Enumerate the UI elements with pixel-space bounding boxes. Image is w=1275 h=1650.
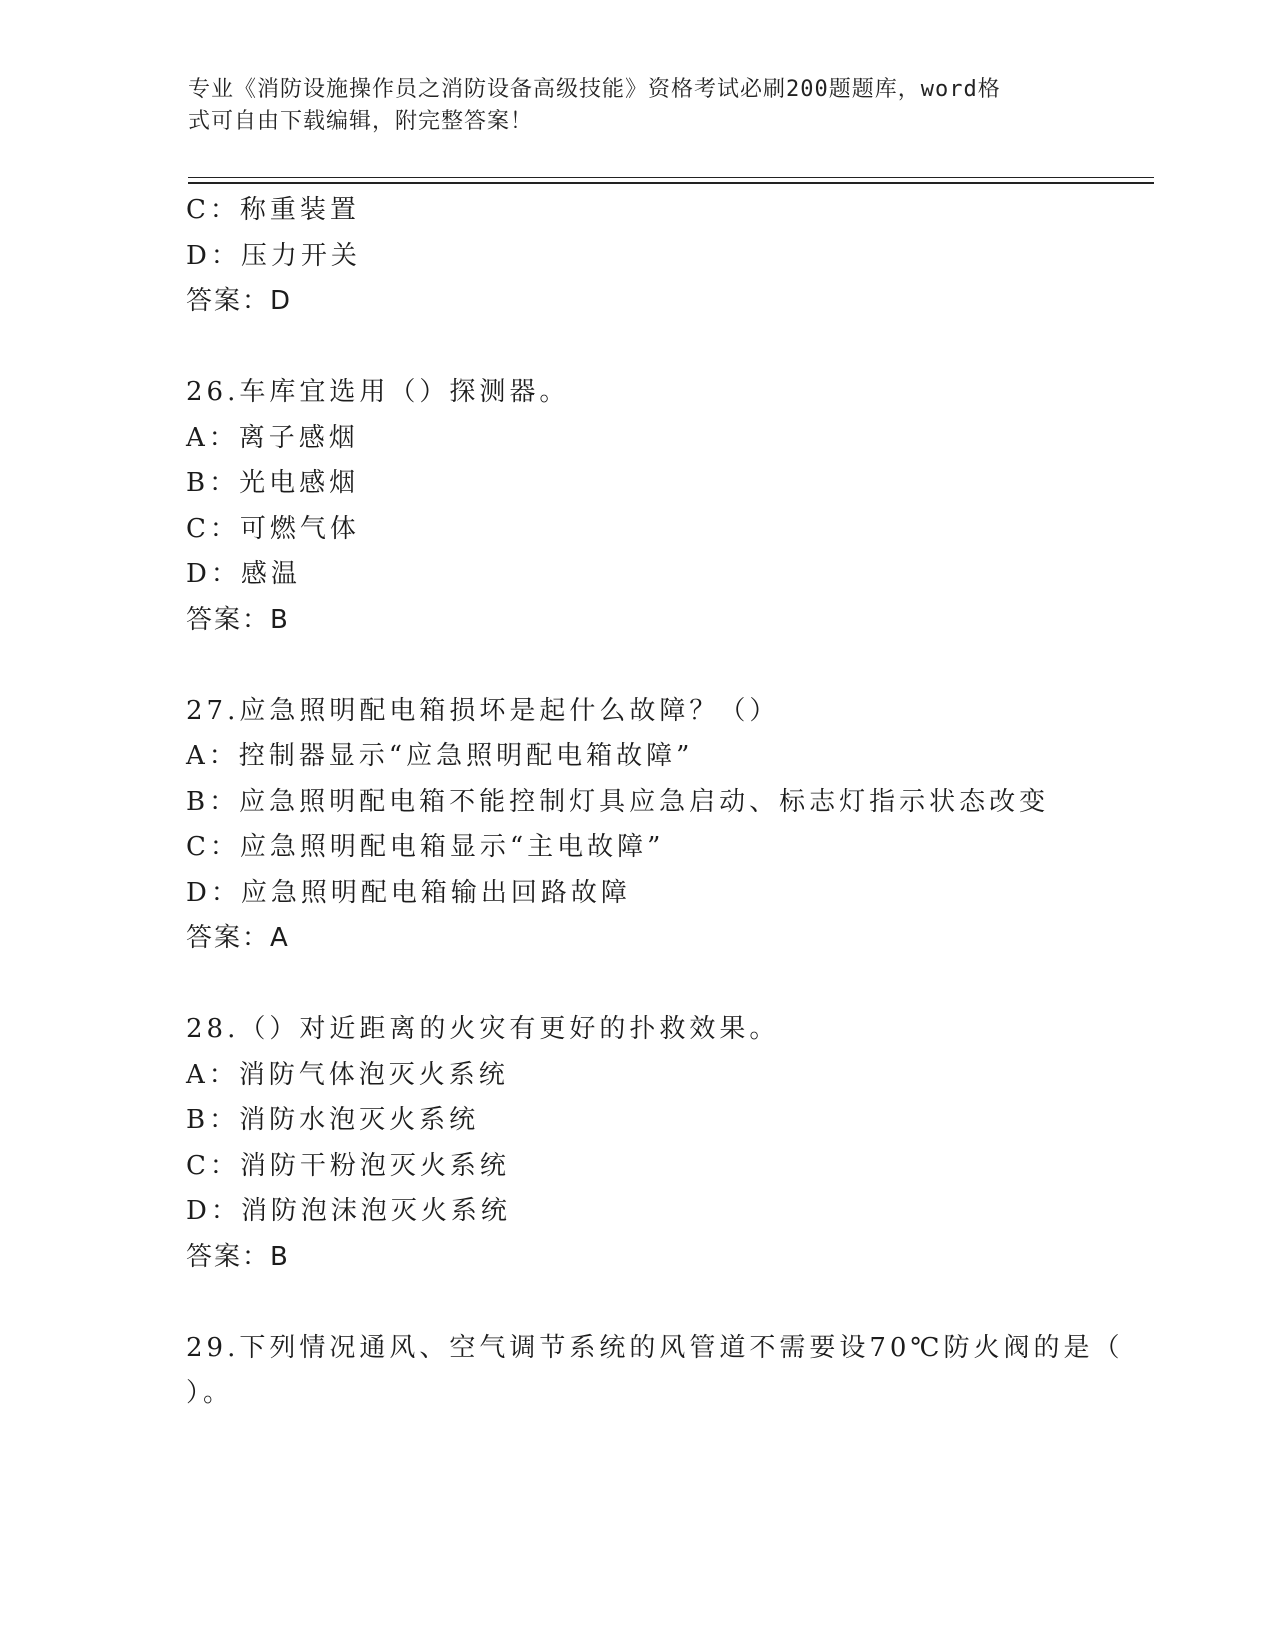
q27-option-b: B：应急照明配电箱不能控制灯具应急启动、标志灯指示状态改变: [186, 786, 1050, 817]
question-spacer: [186, 643, 1166, 689]
q25-option-d: D：压力开关: [186, 240, 361, 271]
q27-answer: 答案：A: [186, 923, 290, 953]
q26-option-c: C：可燃气体: [186, 513, 360, 544]
q28-option-b: B：消防水泡灭火系统: [186, 1105, 480, 1135]
header-divider-thin: [188, 177, 1154, 178]
q29-stem-line-1: 29.下列情况通风、空气调节系统的风管道不需要设70℃防火阀的是（: [186, 1332, 1124, 1363]
q26-stem: 26.车库宜选用（）探测器。: [186, 377, 570, 407]
q25-answer: 答案：D: [186, 286, 293, 316]
header-title-line-1: 专业《消防设施操作员之消防设备高级技能》资格考试必刷200题题库，word格: [188, 77, 1001, 102]
header-title-line-2: 式可自由下载编辑，附完整答案！: [188, 109, 534, 134]
q26-option-a: A：离子感烟: [186, 422, 359, 453]
q26-option-b: B：光电感烟: [186, 468, 360, 498]
question-spacer: [186, 325, 1166, 371]
question-spacer: [186, 1280, 1166, 1326]
q28-option-d: D：消防泡沫泡灭火系统: [186, 1196, 511, 1226]
q29-stem-line-2: ）。: [186, 1378, 234, 1408]
document-header: [188, 74, 1088, 138]
q28-option-c: C：消防干粉泡灭火系统: [186, 1150, 510, 1181]
q28-stem: 28.（）对近距离的火灾有更好的扑救效果。: [186, 1014, 780, 1044]
q28-answer: 答案：B: [186, 1241, 290, 1272]
q28-option-a: A：消防气体泡灭火系统: [186, 1059, 509, 1090]
q27-option-a: A：控制器显示“应急照明配电箱故障”: [186, 741, 694, 771]
q26-answer: 答案：B: [186, 604, 290, 635]
header-divider-thick: [188, 182, 1154, 184]
q27-option-c: C：应急照明配电箱显示“主电故障”: [186, 832, 665, 862]
q25-option-c: C：称重装置: [186, 195, 360, 225]
q27-stem: 27.应急照明配电箱损坏是起什么故障？（）: [186, 695, 780, 726]
q27-option-d: D：应急照明配电箱输出回路故障: [186, 877, 631, 908]
question-list: [186, 188, 1166, 1417]
q26-option-d: D：感温: [186, 559, 301, 589]
question-spacer: [186, 962, 1166, 1008]
